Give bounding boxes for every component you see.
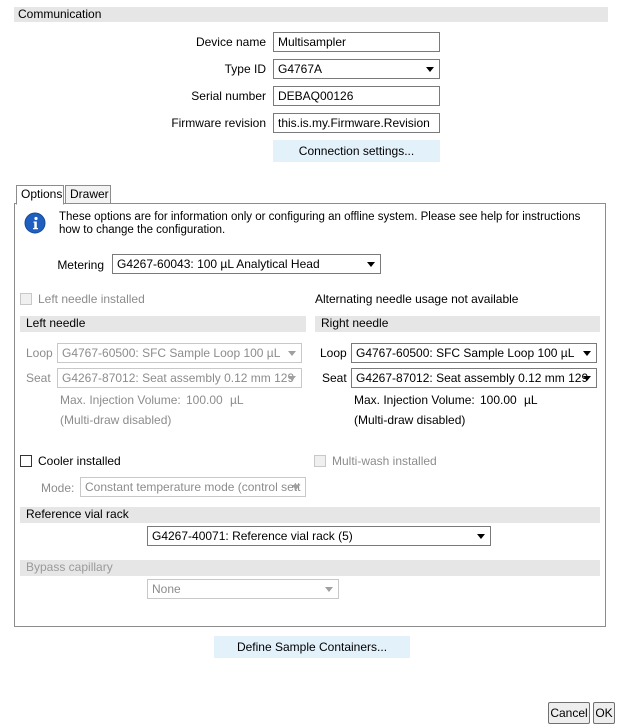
tab-drawer[interactable]: Drawer (65, 185, 111, 204)
left-loop-value: G4767-60500: SFC Sample Loop 100 µL (62, 346, 281, 360)
cooler-installed-checkbox[interactable] (20, 455, 32, 467)
left-seat-value: G4267-87012: Seat assembly 0.12 mm 129 (62, 371, 295, 385)
left-needle-header: Left needle (20, 316, 306, 332)
bypass-capillary-value: None (152, 582, 181, 596)
multi-wash-label: Multi-wash installed (332, 454, 437, 468)
right-loop-value: G4767-60500: SFC Sample Loop 100 µL (356, 346, 575, 360)
device-name-label: Device name (195, 35, 266, 49)
chevron-down-icon (367, 262, 375, 267)
chevron-down-icon (288, 351, 296, 356)
firmware-revision-field[interactable]: this.is.my.Firmware.Revision (273, 113, 440, 133)
chevron-down-icon (292, 485, 300, 490)
tab-options[interactable]: Options (16, 185, 64, 205)
chevron-down-icon (288, 376, 296, 381)
left-max-injection-label: Max. Injection Volume: (60, 393, 181, 407)
mode-select[interactable] (80, 477, 306, 497)
right-seat-select[interactable] (351, 368, 597, 388)
bypass-capillary-header: Bypass capillary (20, 560, 600, 576)
left-needle-installed-checkbox[interactable] (20, 293, 32, 305)
right-seat-value: G4267-87012: Seat assembly 0.12 mm 129 (356, 371, 589, 385)
communication-header: Communication (14, 7, 608, 22)
left-loop-label: Loop (26, 346, 53, 360)
chevron-down-icon (325, 587, 333, 592)
device-name-field[interactable]: Multisampler (273, 32, 440, 52)
left-seat-select[interactable] (57, 368, 302, 388)
connection-settings-button[interactable]: Connection settings... (273, 140, 440, 162)
reference-vial-rack-value: G4267-40071: Reference vial rack (5) (152, 529, 353, 543)
bypass-capillary-select[interactable] (147, 579, 339, 599)
type-id-value: G4767A (278, 62, 323, 76)
metering-label: Metering (57, 258, 104, 272)
reference-vial-rack-header: Reference vial rack (20, 507, 600, 523)
chevron-down-icon (426, 67, 434, 72)
right-max-injection-value: 100.00 (480, 393, 517, 407)
left-max-injection-unit: µL (230, 393, 244, 407)
left-seat-label: Seat (26, 371, 51, 385)
right-seat-label: Seat (322, 371, 347, 385)
left-max-injection-value: 100.00 (186, 393, 223, 407)
info-icon (24, 212, 46, 234)
right-max-injection-label: Max. Injection Volume: (354, 393, 475, 407)
right-multidraw-text: (Multi-draw disabled) (354, 413, 466, 427)
chevron-down-icon (583, 376, 591, 381)
multi-wash-checkbox[interactable] (314, 455, 326, 467)
reference-vial-rack-select[interactable] (147, 526, 491, 546)
right-loop-select[interactable] (351, 343, 597, 363)
serial-number-field[interactable]: DEBAQ00126 (273, 86, 440, 106)
info-text: These options are for information only or configuring an offline system. Please see help for instructions how to change the configuration. (59, 211, 581, 236)
serial-number-label: Serial number (191, 89, 266, 103)
right-max-injection-unit: µL (524, 393, 538, 407)
metering-select[interactable] (112, 254, 381, 274)
mode-value: Constant temperature mode (control sett (85, 480, 301, 494)
mode-label: Mode: (41, 481, 75, 495)
right-needle-header: Right needle (315, 316, 600, 332)
metering-value: G4267-60043: 100 µL Analytical Head (117, 257, 320, 271)
type-id-select[interactable] (273, 59, 440, 79)
cooler-installed-label: Cooler installed (38, 454, 121, 468)
right-loop-label: Loop (320, 346, 347, 360)
chevron-down-icon (477, 534, 485, 539)
alternating-needle-text: Alternating needle usage not available (315, 292, 519, 306)
left-loop-select[interactable] (57, 343, 302, 363)
chevron-down-icon (583, 351, 591, 356)
define-sample-containers-button[interactable]: Define Sample Containers... (214, 636, 410, 658)
cancel-button[interactable]: Cancel (548, 702, 590, 724)
left-needle-installed-label: Left needle installed (38, 292, 145, 306)
type-id-label: Type ID (224, 62, 266, 76)
left-multidraw-text: (Multi-draw disabled) (60, 413, 172, 427)
firmware-revision-label: Firmware revision (171, 116, 266, 130)
ok-button[interactable]: OK (593, 702, 615, 724)
